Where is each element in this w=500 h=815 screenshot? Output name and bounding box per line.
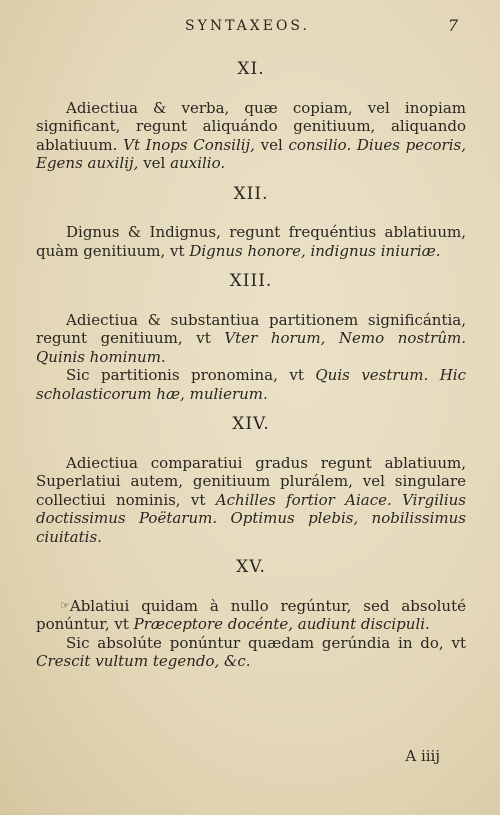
section-heading: XIII. xyxy=(229,271,273,291)
section-heading: XV. xyxy=(236,557,266,577)
example-text: Quis vestrum. Hic scholasticorum hæ, mulierum. xyxy=(36,366,466,403)
body-text xyxy=(36,52,466,671)
section-heading: XII. xyxy=(233,183,269,204)
page-number: 7 xyxy=(447,16,458,35)
rule-text: vel xyxy=(138,154,171,172)
rule-text: Sic partitionis pronomina, vt xyxy=(66,366,316,384)
paragraph xyxy=(36,597,466,634)
section-heading: XIV. xyxy=(232,414,270,434)
example-text: Vt Inops Consilij, xyxy=(123,135,255,154)
page-header xyxy=(0,18,500,42)
rule-text: Sic absolúte ponúntur quædam gerúndia in do, vt xyxy=(66,633,466,652)
running-head: SYNTAXEOS. xyxy=(185,18,310,34)
paragraph xyxy=(36,99,466,173)
rule-text: vel xyxy=(254,135,289,154)
example-text: Vter horum, Nemo nostrûm. Quinis hominum. xyxy=(36,329,466,366)
signature-mark: A iiij xyxy=(405,747,440,765)
rule-text: Ablatiui quidam à nullo regúntur, sed absoluté ponúntur, vt xyxy=(36,596,466,633)
example-text: consilio. Diues pecoris, Egens auxilij, xyxy=(36,135,466,172)
rule-text: Adiectiua & verba, quæ copiam, vel inopiam significant, regunt aliquándo genitiuum, aliquando ablatiuum. xyxy=(36,98,466,154)
paragraph xyxy=(36,311,466,367)
paragraph xyxy=(36,454,466,547)
example-text: Dignus honore, indignus iniuriæ. xyxy=(189,241,441,260)
manicule-icon: ☞ xyxy=(60,598,70,612)
paragraph xyxy=(36,634,466,671)
example-text: Præceptore docénte, audiunt discipuli. xyxy=(133,615,430,633)
example-text: Crescit vultum tegendo, &c. xyxy=(36,652,251,670)
rule-text: Dignus & Indignus, regunt frequéntius ablatiuum, quàm genitiuum, vt xyxy=(36,223,466,260)
paragraph xyxy=(36,223,466,260)
example-text: auxilio. xyxy=(170,154,226,172)
rule-text: Adiectiua & substantiua partitionem significántia, regunt genitiuum, vt xyxy=(36,310,466,347)
rule-text: Adiectiua comparatiui gradus regunt ablatiuum, Superlatiui autem, genitiuum plurálem, vel singulare collectiui nominis, vt xyxy=(36,453,466,509)
paragraph xyxy=(36,366,466,403)
example-text: Achilles fortior Aiace. Virgilius doctissimus Poëtarum. Optimus plebis, nobilissimus ciuitatis. xyxy=(36,490,467,546)
section-heading: XI. xyxy=(237,59,265,79)
